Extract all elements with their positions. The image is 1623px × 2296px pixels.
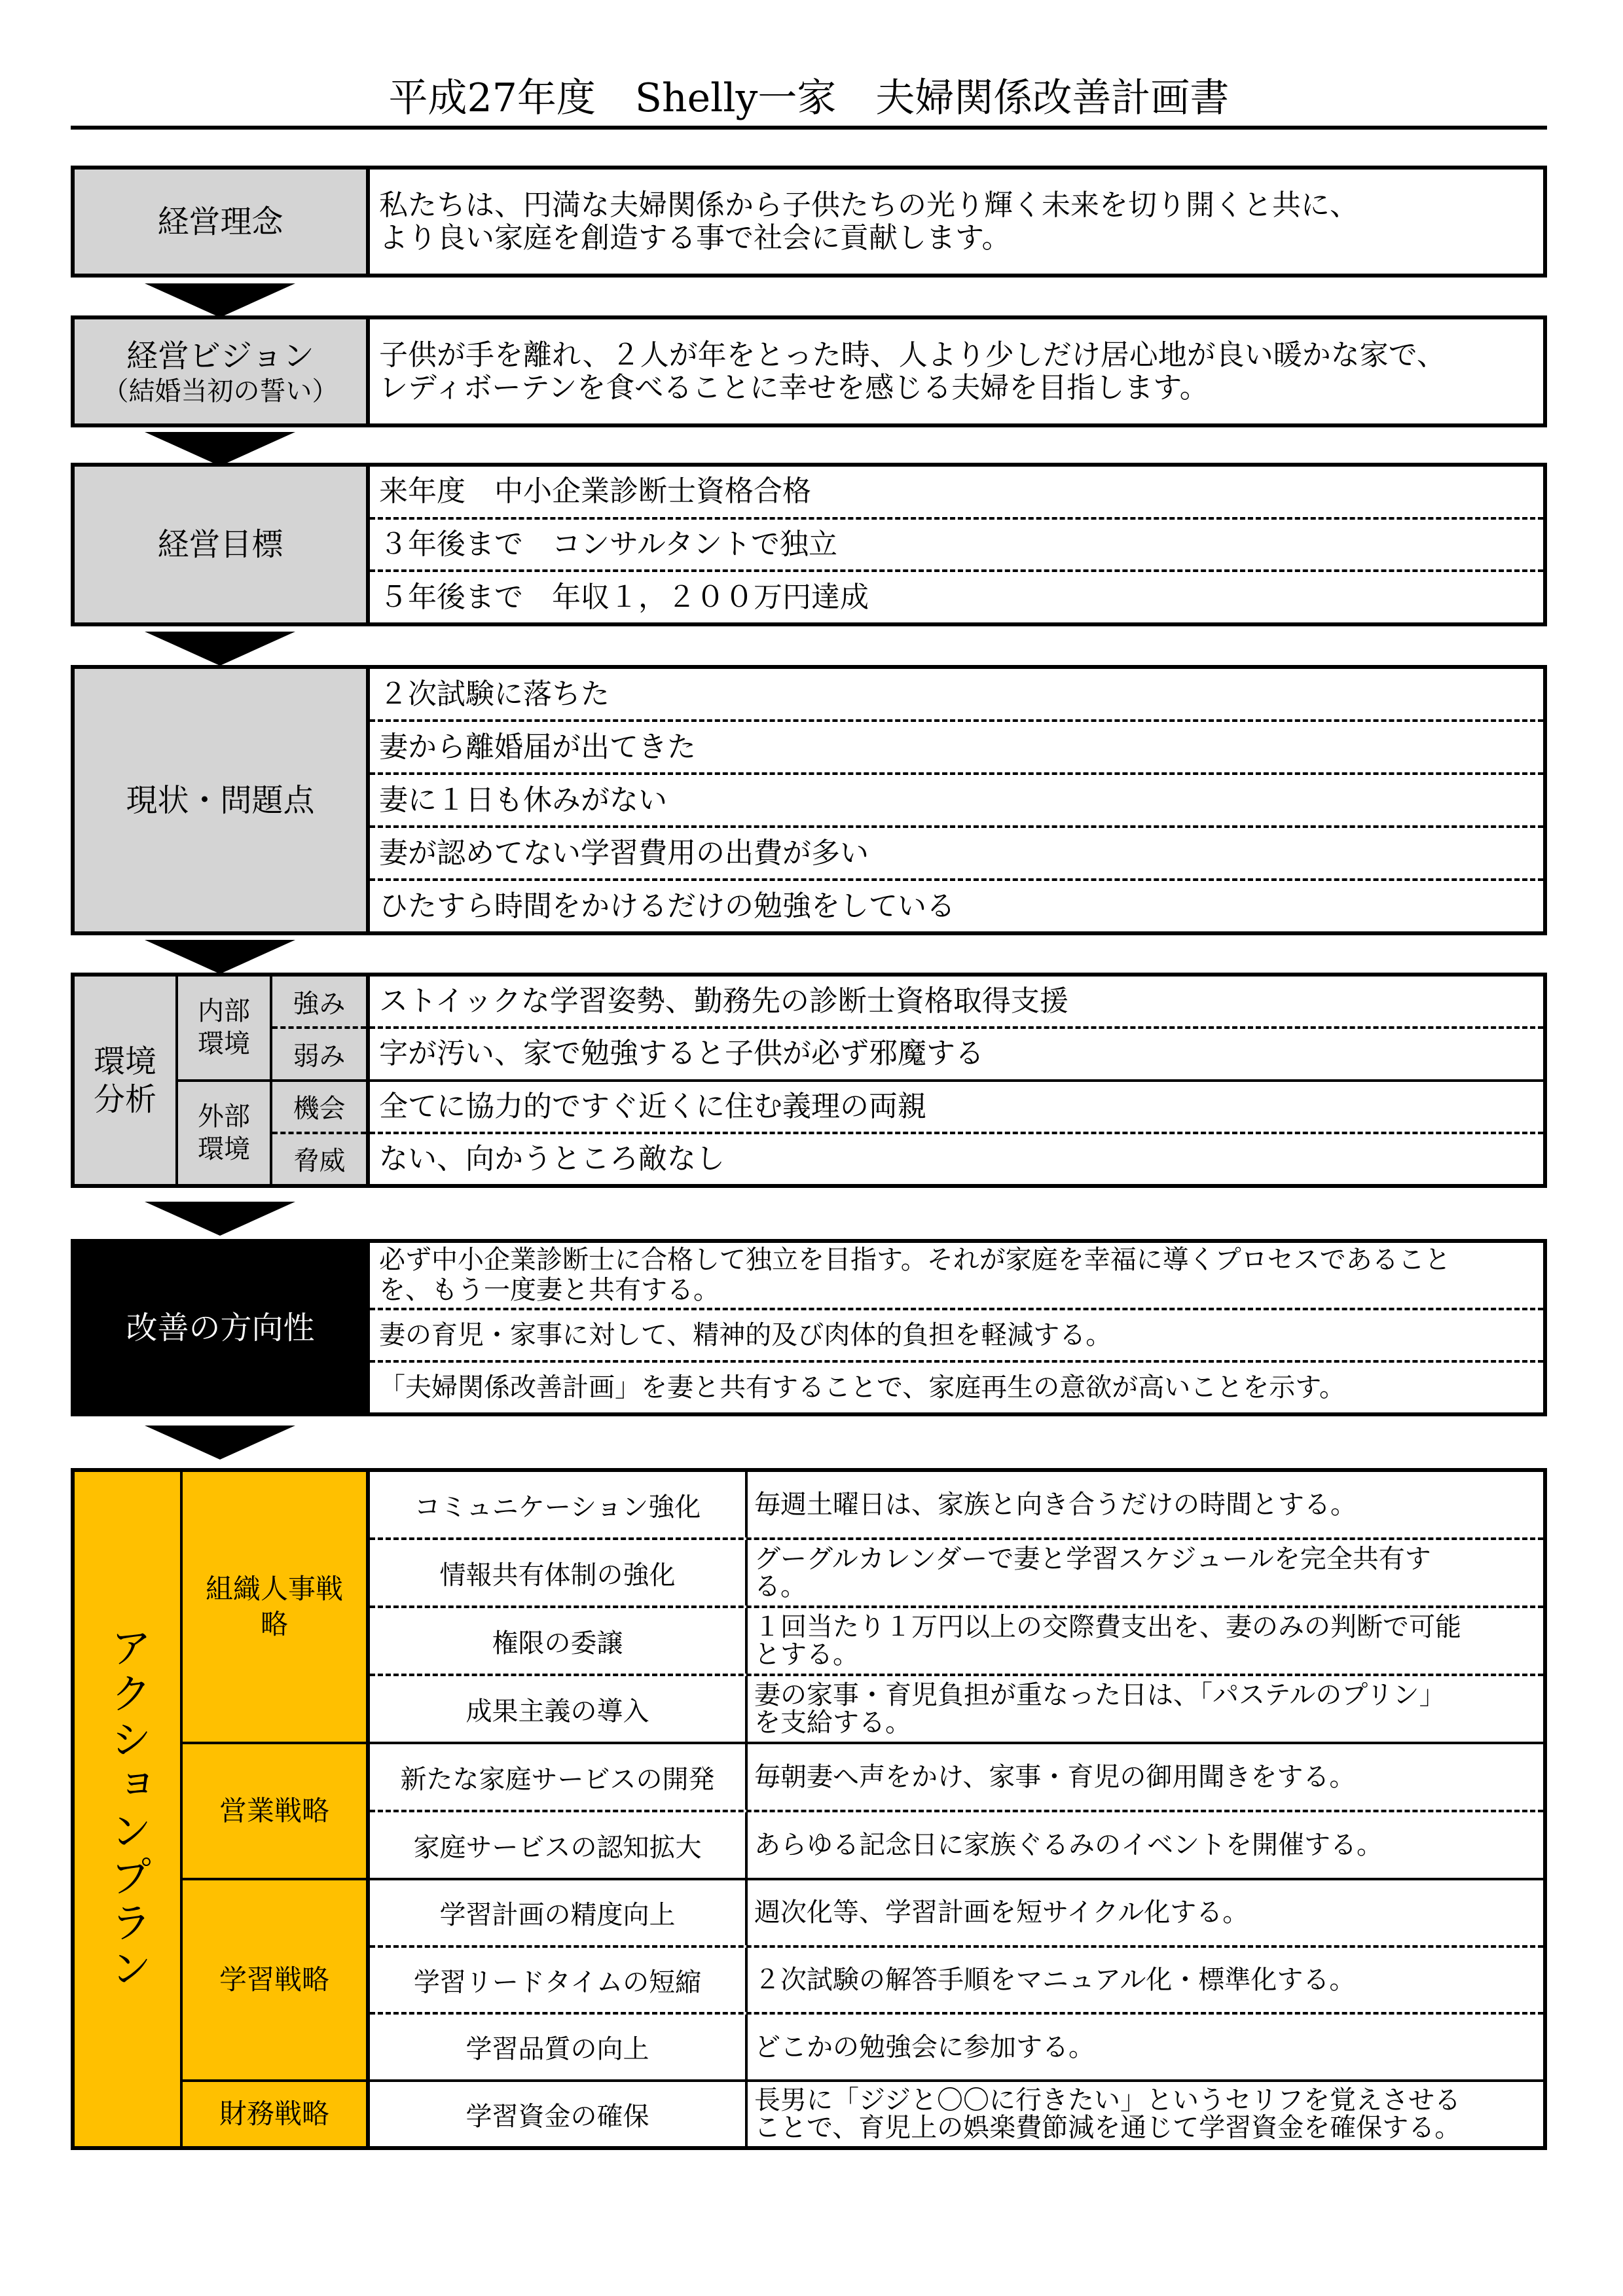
strategy-name: 組織人事戦 略 <box>183 1472 370 1742</box>
action-item <box>370 1880 1543 1948</box>
direction-item: 必ず中小企業診断士に合格して独立を目指す。それが家庭を幸福に導くプロセスであること を、もう一度妻と共有する。 <box>370 1243 1543 1310</box>
strategy-name: 学習戦略 <box>183 1880 370 2079</box>
action-text: どこかの勉強会に参加する。 <box>754 2032 1095 2062</box>
issue-item: ２次試験に落ちた <box>370 669 1543 722</box>
action-text: 長男に「ジジと〇〇に行きたい」というセリフを覚えさせる ことで、育児上の娯楽費節減を通じて学習資金を確保する。 <box>754 2085 1461 2143</box>
strategy-group <box>183 1744 1543 1880</box>
philosophy-section <box>71 166 1547 278</box>
page-title: 平成27年度 Shelly一家 夫婦関係改善計画書 <box>71 71 1547 130</box>
vision-sublabel: （結婚当初の誓い） <box>102 376 338 406</box>
strength-label: 強み <box>272 977 366 1029</box>
strategy-group <box>183 1472 1543 1744</box>
action-item <box>370 2082 1543 2146</box>
action-text: 毎朝妻へ声をかけ、家事・育児の御用聞きをする。 <box>754 1762 1356 1792</box>
action-item <box>370 1812 1543 1878</box>
strategy-group <box>183 2082 1543 2146</box>
action-item <box>370 1744 1543 1812</box>
action-text: １回当たり１万円以上の交際費支出を、妻のみの判断で可能 とする。 <box>754 1612 1461 1670</box>
action-theme: 学習計画の精度向上 <box>370 1880 748 1945</box>
action-text: 毎週土曜日は、家族と向き合うだけの時間とする。 <box>754 1490 1357 1520</box>
philosophy-text-line: より良い家庭を創造する事で社会に貢献します。 <box>379 221 1011 255</box>
action-plan-label: アクションプラン <box>75 1472 183 2146</box>
action-item <box>370 1472 1543 1540</box>
action-theme: コミュニケーション強化 <box>370 1472 748 1537</box>
action-theme: 学習リードタイムの短縮 <box>370 1948 748 2013</box>
goals-label: 経営目標 <box>75 467 370 622</box>
action-theme: 新たな家庭サービスの開発 <box>370 1744 748 1810</box>
action-text: ２次試験の解答手順をマニュアル化・標準化する。 <box>754 1965 1356 1995</box>
philosophy-text-line: 私たちは、円満な夫婦関係から子供たちの光り輝く未来を切り開くと共に、 <box>379 188 1359 222</box>
flow-arrow <box>145 1426 295 1460</box>
issue-item: 妻に１日も休みがない <box>370 775 1543 828</box>
threat-label: 脅威 <box>293 1146 346 1177</box>
issues-section <box>71 665 1547 935</box>
action-text: 妻の家事・育児負担が重なった日は、「パステルのプリン」 を支給する。 <box>754 1680 1446 1738</box>
issue-item: ひたすら時間をかけるだけの勉強をしている <box>379 889 955 923</box>
vision-text-line: 子供が手を離れ、２人が年をとった時、人より少しだけ居心地が良い暖かな家で、 <box>379 338 1446 372</box>
direction-label: 改善の方向性 <box>75 1243 370 1412</box>
action-item <box>370 1676 1543 1742</box>
action-theme: 権限の委譲 <box>370 1608 748 1674</box>
opportunity-text: 全てに協力的ですぐ近くに住む義理の両親 <box>370 1082 1543 1134</box>
issue-item: 妻が認めてない学習費用の出費が多い <box>370 828 1543 881</box>
action-item <box>370 1608 1543 1676</box>
strategy-name: 財務戦略 <box>183 2082 370 2146</box>
action-item <box>370 2015 1543 2079</box>
issue-item: 妻から離婚届が出てきた <box>370 722 1543 775</box>
action-text: 週次化等、学習計画を短サイクル化する。 <box>754 1897 1249 1928</box>
issues-label: 現状・問題点 <box>75 669 370 931</box>
flow-arrow <box>145 632 295 666</box>
action-theme: 成果主義の導入 <box>370 1676 748 1742</box>
vision-section <box>71 315 1547 427</box>
external-environment <box>178 1082 366 1185</box>
action-theme: 学習品質の向上 <box>370 2015 748 2079</box>
strength-text: ストイックな学習姿勢、勤務先の診断士資格取得支援 <box>370 977 1543 1029</box>
goal-item: ５年後まで 年収１，２００万円達成 <box>379 580 869 614</box>
internal-environment <box>178 977 366 1082</box>
external-environment-label: 外部 環境 <box>178 1082 272 1185</box>
goal-item: ３年後まで コンサルタントで独立 <box>370 520 1543 573</box>
goal-item: 来年度 中小企業診断士資格合格 <box>370 467 1543 520</box>
flow-arrow <box>145 432 295 466</box>
opportunity-label: 機会 <box>272 1082 366 1134</box>
threat-text: ない、向かうところ敵なし <box>379 1141 725 1175</box>
strategy-group <box>183 1880 1543 2082</box>
internal-environment-label: 内部 環境 <box>178 977 272 1079</box>
flow-arrow <box>145 283 295 317</box>
action-text: あらゆる記念日に家族ぐるみのイベントを開催する。 <box>754 1830 1383 1860</box>
philosophy-label: 経営理念 <box>75 170 370 274</box>
weakness-text: 字が汚い、家で勉強すると子供が必ず邪魔する <box>370 1029 1543 1081</box>
flow-arrow <box>145 1202 295 1236</box>
environment-label: 環境 分析 <box>75 977 178 1184</box>
vision-text-line: レディボーテンを食べることに幸せを感じる夫婦を目指します。 <box>379 370 1209 404</box>
action-theme: 情報共有体制の強化 <box>370 1540 748 1605</box>
action-item <box>370 1540 1543 1608</box>
action-plan-section <box>71 1468 1547 2150</box>
action-theme: 学習資金の確保 <box>370 2082 748 2146</box>
action-theme: 家庭サービスの認知拡大 <box>370 1812 748 1878</box>
action-item <box>370 1948 1543 2015</box>
direction-item: 妻の育児・家事に対して、精神的及び肉体的負担を軽減する。 <box>370 1310 1543 1363</box>
flow-arrow <box>145 940 295 974</box>
goals-section <box>71 463 1547 626</box>
direction-section <box>71 1239 1547 1416</box>
weakness-label: 弱み <box>293 1041 346 1071</box>
action-text: グーグルカレンダーで妻と学習スケジュールを完全共有す る。 <box>754 1544 1431 1602</box>
strategy-name: 営業戦略 <box>183 1744 370 1878</box>
environment-section <box>71 973 1547 1188</box>
direction-item: 「夫婦関係改善計画」を妻と共有することで、家庭再生の意欲が高いことを示す。 <box>379 1372 1345 1403</box>
vision-label: 経営ビジョン （結婚当初の誓い） <box>75 319 370 423</box>
